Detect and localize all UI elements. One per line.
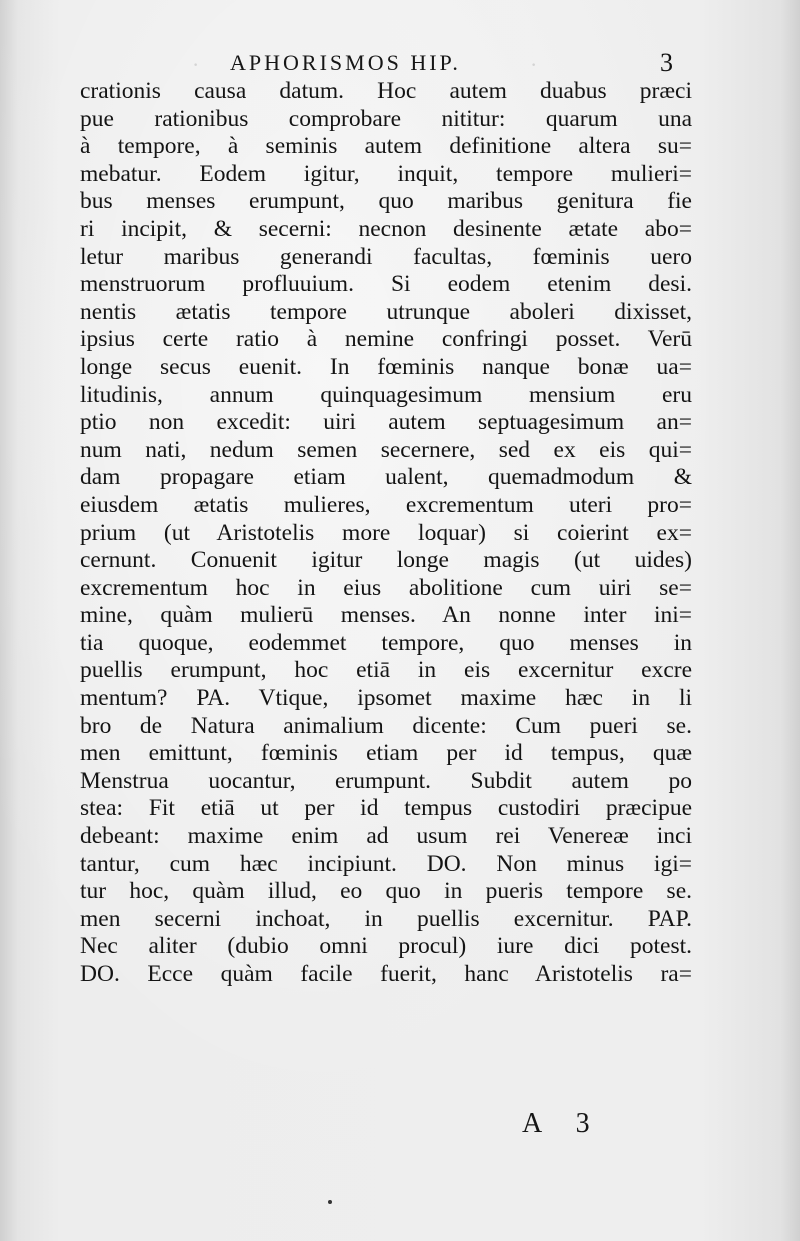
page-number: 3 [660,48,673,77]
text-line: men emittunt, fœminis etiam per id tempus, quæ [80,740,692,767]
text-line: nentis ætatis tempore utrunque aboleri dixisset, [80,298,692,325]
text-line: men secerni inchoat, in puellis excernitur. PAP. [80,905,692,932]
text-line: excrementum hoc in eius abolitione cum uiri se= [80,574,692,601]
text-line: debeant: maxime enim ad usum rei Venereæ inci [80,823,692,850]
text-line: mentum? PA. Vtique, ipsomet maxime hæc in li [80,685,692,712]
text-line: stea: Fit etiā ut per id tempus custodiri præcipue [80,795,692,822]
running-head: APHORISMOS HIP. [230,50,461,75]
text-line: letur maribus generandi facultas, fœminis uero [80,243,692,270]
text-line: tantur, cum hæc incipiunt. DO. Non minus igi= [80,850,692,877]
text-line: Nec aliter (dubio omni procul) iure dici potest. [80,933,692,960]
text-line: bus menses erumpunt, quo maribus genitura fie [80,188,692,215]
text-line: dam propagare etiam ualent, quemadmodum & [80,464,692,491]
text-line: longe secus euenit. In fœminis nanque bonæ ua= [80,353,692,380]
text-line: mebatur. Eodem igitur, inquit, tempore mulieri= [80,160,692,187]
text-line: ipsius certe ratio à nemine confringi posset. Verū [80,326,692,353]
text-line: bro de Natura animalium dicente: Cum pueri se. [80,712,692,739]
text-line: mine, quàm mulierū menses. An nonne inter ini= [80,602,692,629]
text-line: DO. Ecce quàm facile fuerit, hanc Aristotelis ra= [80,961,692,987]
text-line: menstruorum profluuium. Si eodem etenim desi. [80,271,692,298]
text-line: crationis causa datum. Hoc autem duabus præci [80,78,692,104]
text-line: ptio non excedit: uiri autem septuagesimum an= [80,409,692,436]
text-line: cernunt. Conuenit igitur longe magis (ut uides) [80,547,692,574]
text-line: num nati, nedum semen secernere, sed ex eis qui= [80,436,692,463]
text-line: eiusdem ætatis mulieres, excrementum uteri pro= [80,491,692,518]
ink-speck [328,1200,332,1204]
text-line: tur hoc, quàm illud, eo quo in pueris tempore se. [80,878,692,905]
show-through-ghost-text-left: · [192,52,200,77]
text-line: puellis erumpunt, hoc etiā in eis excernitur excre [80,657,692,684]
text-line: Menstrua uocantur, erumpunt. Subdit autem po [80,767,692,794]
text-line: à tempore, à seminis autem definitione altera su= [80,133,692,160]
text-line: litudinis, annum quinquagesimum mensium eru [80,381,692,408]
show-through-ghost-text-right: · [530,52,538,77]
text-line: tia quoque, eodemmet tempore, quo menses in [80,629,692,656]
text-line: ri incipit, & secerni: necnon desinente ætate abo= [80,215,692,242]
text-line: prium (ut Aristotelis more loquar) si coierint ex= [80,519,692,546]
text-line: pue rationibus comprobare nititur: quarum una [80,105,692,132]
signature-mark: A 3 [522,1108,604,1139]
body-text [80,78,692,989]
